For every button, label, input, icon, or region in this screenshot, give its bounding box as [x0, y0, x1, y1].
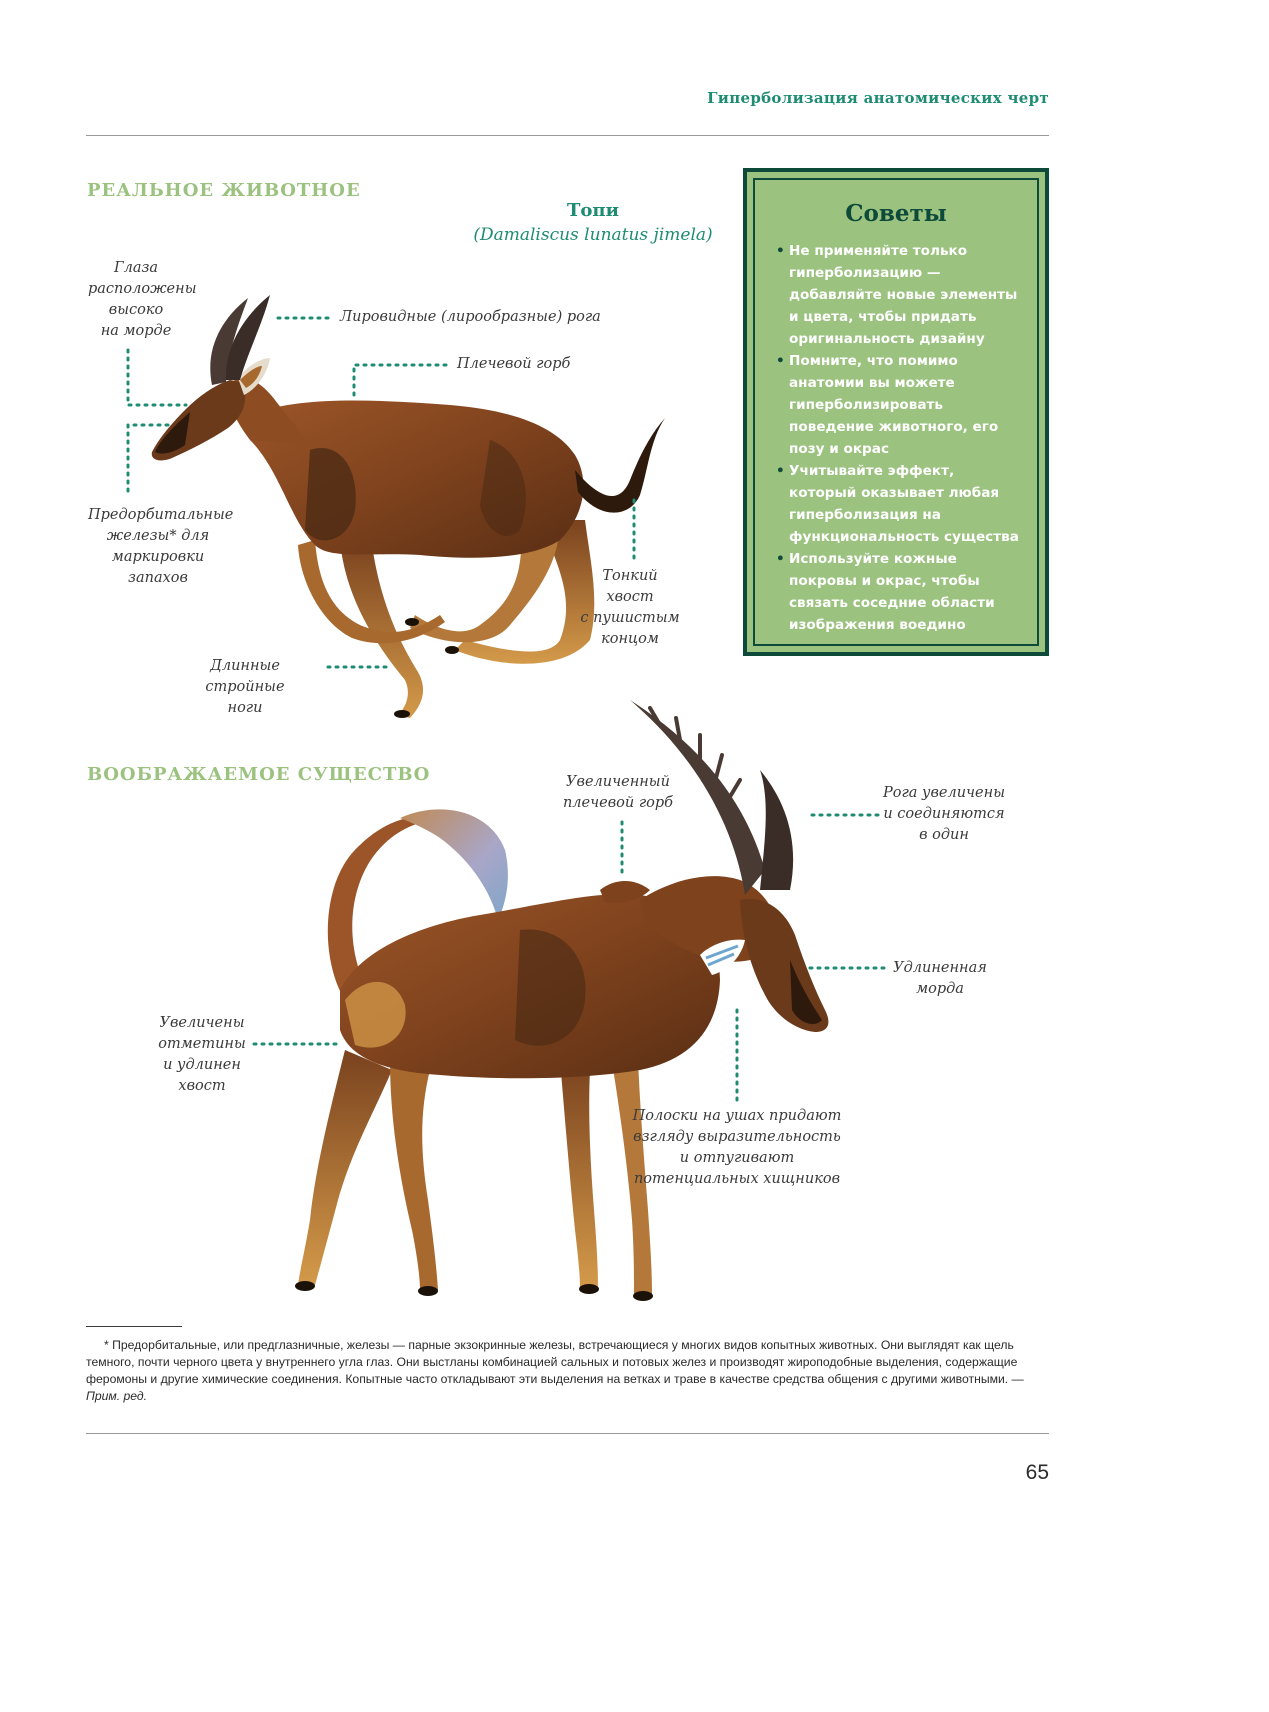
species-latin-name: (Damaliscus lunatus jimela): [473, 225, 713, 245]
callout-markings-tail: Увеличены отметины и удлинен хвост: [158, 1015, 246, 1094]
section-title-imaginary: ВООБРАЖАЕМОЕ СУЩЕСТВО: [87, 764, 431, 785]
callout-horns-merged: Рога увеличены и соединяются в один: [882, 785, 1006, 843]
tips-list: [777, 240, 1023, 636]
creature-horn-right: [760, 770, 793, 890]
tips-inner-frame: [753, 178, 1039, 646]
species-name: [462, 200, 724, 245]
tips-item: • Учитывайте эффект, который оказывает любая гиперболизация на функциональность существа: [777, 460, 1023, 548]
tips-title: Советы: [845, 200, 947, 227]
callout-thin-tail: Тонкий хвост с пушистым концом: [580, 568, 680, 647]
callout-long-muzzle: Удлиненная морда: [893, 960, 987, 997]
footnote-text: * Предорбитальные, или предглазничные, железы — парные экзокринные железы, встречающиеся у многих видов копытных животных. Они выглядят как щель темного, почти черного цвета у внутреннего угла глаз. Они выстланы комбинацией сальных и потовых желез и производят жироподобные выделения, содержащие феромоны и другие химические соединения. Копытные часто откладывают эти выделения на ветках и траве в качестве средства общения с другими животными. —: [86, 1338, 1024, 1386]
tips-box: [743, 168, 1049, 656]
tips-item: • Используйте кожные покровы и окрас, чтобы связать соседние области изображения воедино: [777, 548, 1023, 636]
leader-eyes: [128, 350, 186, 405]
callout-enlarged-hump: Увеличенный плечевой горб: [562, 774, 674, 811]
creature-fore-leg-left: [560, 1060, 598, 1288]
topi-body: [250, 401, 583, 558]
page-number: 65: [1025, 1461, 1049, 1484]
creature-tail-tuft: [400, 809, 508, 920]
species-common-name: Топи: [567, 200, 619, 221]
callout-horns: Лировидные (лирообразные) рога: [340, 309, 601, 325]
callout-ear-stripes: Полоски на ушах придают взгляду выразительность и отпугивают потенциальных хищников: [632, 1108, 842, 1187]
footnote: [86, 1337, 1050, 1405]
callout-long-legs: Длинные стройные ноги: [205, 658, 285, 716]
footnote-rule: [86, 1326, 182, 1327]
callout-shoulder-hump: Плечевой горб: [457, 356, 571, 372]
tips-item: • Не применяйте только гиперболизацию — добавляйте новые элементы и цвета, чтобы придать оригинальность дизайну: [777, 240, 1023, 350]
running-head: Гиперболизация анатомических черт: [707, 89, 1049, 107]
creature-hind-leg-right: [390, 1060, 438, 1290]
leader-hump: [354, 365, 448, 395]
callout-eyes: Глаза расположены высоко на морде: [88, 260, 197, 339]
footnote-editor-note: Прим. ред.: [86, 1389, 148, 1403]
creature-hind-leg-left: [298, 1050, 392, 1285]
tips-item: • Помните, что помимо анатомии вы можете гиперболизировать поведение животного, его позу и окрас: [777, 350, 1023, 460]
footer-rule: [86, 1433, 1049, 1434]
callout-preorbital-glands: Предорбитальные железы* для маркировки запахов: [88, 507, 234, 586]
section-title-real: РЕАЛЬНОЕ ЖИВОТНОЕ: [87, 180, 361, 201]
topi-tail: [575, 418, 665, 513]
